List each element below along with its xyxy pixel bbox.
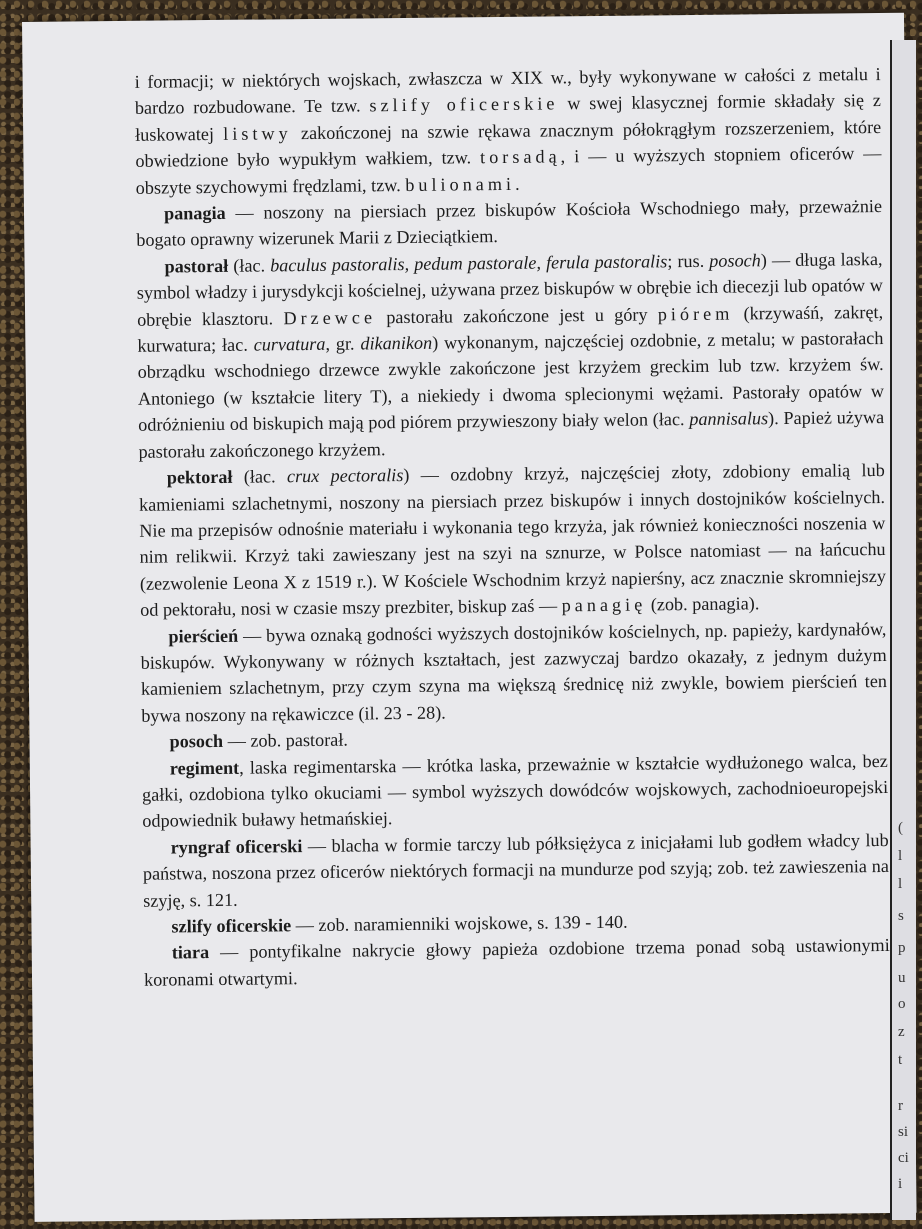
entry-term: pektorał — [166, 466, 233, 488]
entry-tiara — [144, 932, 891, 993]
entry-pastoral — [136, 246, 884, 465]
spaced-text: torsadą — [479, 146, 561, 168]
entry-pierscien — [140, 616, 887, 729]
edge-glyph: si — [898, 1124, 909, 1140]
italic-text: crux pectoralis — [286, 465, 404, 487]
entry-term: tiara — [171, 942, 210, 963]
spaced-text: szlify oficerskie — [369, 93, 559, 116]
edge-glyph: r — [898, 1098, 903, 1114]
edge-glyph: s — [898, 908, 904, 924]
document-text — [134, 61, 890, 993]
spaced-text: bulionami — [405, 173, 516, 195]
entry-term: posoch — [169, 731, 224, 752]
entry-text: . — [514, 173, 520, 194]
entry-text: , gr. — [325, 333, 361, 354]
entry-text: ) — długa laska, symbol władzy i jurysdykcji kościelnej, używana przez biskupów w obrębie ich diecezji lub opatów w obrębie klasztoru. — [136, 248, 883, 330]
spaced-text: panagię — [561, 594, 647, 616]
edge-glyph: l — [898, 848, 903, 864]
italic-text: dikanikon — [360, 332, 433, 354]
entry-term: szlify oficerskie — [171, 915, 292, 937]
entry-text: ) wykonanym, najczęściej ozdobnie, z metalu; w pastorałach obrządku wschodniego drzewce zwykle zakończone jest krzyżem greckim lub tzw. krzyżem św. Antoniego (w kształcie litery T), a niekiedy i dwoma splecionymi wężami. Pastorały opatów w odróżnieniu od biskupich mają pod piórem przywieszony biały welon (łac. — [137, 328, 885, 436]
entry-text: — zob. naramienniki wojskowe, s. 139 - 140. — [291, 911, 628, 936]
document-page — [22, 13, 917, 1222]
entry-term: panagia — [163, 202, 226, 224]
entry-text: (zob. panagia). — [646, 593, 760, 615]
entry-term: pierścień — [168, 625, 239, 647]
entry-text: ). Papież używa pastorału zakończonego krzyżem. — [138, 407, 885, 462]
entry-text: zakończonej na szwie rękawa znacznym półokrągłym rozszerzeniem, które obwiedzione było wypukłym wałkiem, tzw. — [135, 116, 882, 172]
entry-term: ryngraf oficerski — [170, 835, 303, 858]
italic-text: posoch — [709, 250, 761, 271]
entry-text: , i — u wyższych stopniem oficerów — obszyte szychowymi frędzlami, tzw. — [135, 143, 882, 198]
entry-text: — bywa oznaką godności wyższych dostojników kościelnych, np. papieży, kardynałów, biskupów. Wykonywany w różnych kształtach, jest zazwyczaj bardzo okazały, z jednym dużym kamieniem szlachetnym, przy czym szyna ma większą średnicę niż zwykle, bowiem pierścień ten bywa noszony na rękawiczce (il. 23 - 28). — [140, 618, 888, 726]
entry-term: pastorał — [164, 255, 229, 277]
entry-text: — noszony na piersiach przez biskupów Kościoła Wschodniego mały, przeważnie bogato oprawny wizerunek Marii z Dzieciątkiem. — [136, 196, 883, 251]
edge-glyph: t — [898, 1052, 903, 1068]
adjacent-page-edge — [890, 40, 916, 1220]
edge-glyph: o — [898, 996, 906, 1012]
edge-glyph: ( — [898, 820, 903, 836]
edge-glyph: u — [898, 970, 906, 986]
edge-glyph: ci — [898, 1150, 909, 1166]
entry-text: — zob. pastorał. — [223, 729, 348, 752]
entry-text: pastorału zakończone jest u góry — [375, 304, 658, 327]
entry-text: (łac. — [232, 466, 288, 487]
italic-text: pannisalus — [689, 408, 769, 430]
entry-text: (krzywaśń, zakręt, kurwatura; łac. — [137, 301, 884, 356]
spaced-text: listwy — [223, 122, 292, 144]
edge-glyph: z — [898, 1024, 905, 1040]
entry-text: w swej klasycznej formie składały się z łuskowatej — [135, 90, 881, 145]
entry-pektoral — [139, 457, 887, 623]
italic-text: curvatura — [253, 333, 326, 355]
italic-text: baculus pastoralis, pedum pastorale, ferula pastoralis — [270, 251, 668, 276]
spaced-text: Drzewce — [283, 306, 377, 328]
spaced-text: piórem — [657, 303, 734, 325]
entry-term: regiment — [169, 757, 240, 779]
entry-panagia — [136, 193, 883, 254]
entry-text: (łac. — [228, 255, 271, 276]
entry-ryngraf — [143, 827, 890, 914]
edge-glyph: p — [898, 940, 906, 956]
entry-text: , laska regimentarska — krótka laska, przeważnie w kształcie wydłużonego walca, bez gałki, ozdobiona tylko okuciami — symbol wyższych dowódców wojskowych, zachodnioeuropejski odpowiednik buławy hetmańskiej. — [141, 750, 889, 832]
edge-glyph: l — [898, 876, 903, 892]
entry-text: ) — ozdobny krzyż, najczęściej złoty, zdobiony emalią lub kamieniami szlachetnymi, noszony na piersiach przez biskupów i innych dostojników kościelnych. Nie ma przepisów odnośnie materiału i wykonania tego krzyża, jak również konieczności noszenia w nim relikwii. Krzyż taki zawieszany jest na szyi na sznurze, w Polsce natomiast — na łańcuchu (zezwolenie Leona X z 1519 r.). W Kościele Wschodnim krzyż napierśny, acz znacznie skromniejszy od pektorału, nosi w czasie mszy prezbiter, biskup zaś — — [138, 460, 886, 620]
entry-regiment — [142, 748, 889, 835]
edge-glyph: i — [898, 1176, 903, 1192]
entry-text: — blacha w formie tarczy lub półksiężyca z inicjałami lub godłem władcy lub państwa, noszona przez oficerów niektórych formacji na mundurze pod szyją; zob. też zawieszenia na szyję, s. 121. — [142, 829, 889, 911]
entry-intro — [134, 61, 881, 201]
entry-text: ; rus. — [667, 250, 710, 272]
entry-text: — pontyfikalne nakrycie głowy papieża ozdobione trzema ponad sobą ustawionymi koronami otwartymi. — [143, 935, 890, 990]
entry-text: i formacji; w niektórych wojskach, zwłaszcza w XIX w., były wykonywane w całości z metalu i bardzo rozbudowane. Te tzw. — [134, 64, 881, 119]
